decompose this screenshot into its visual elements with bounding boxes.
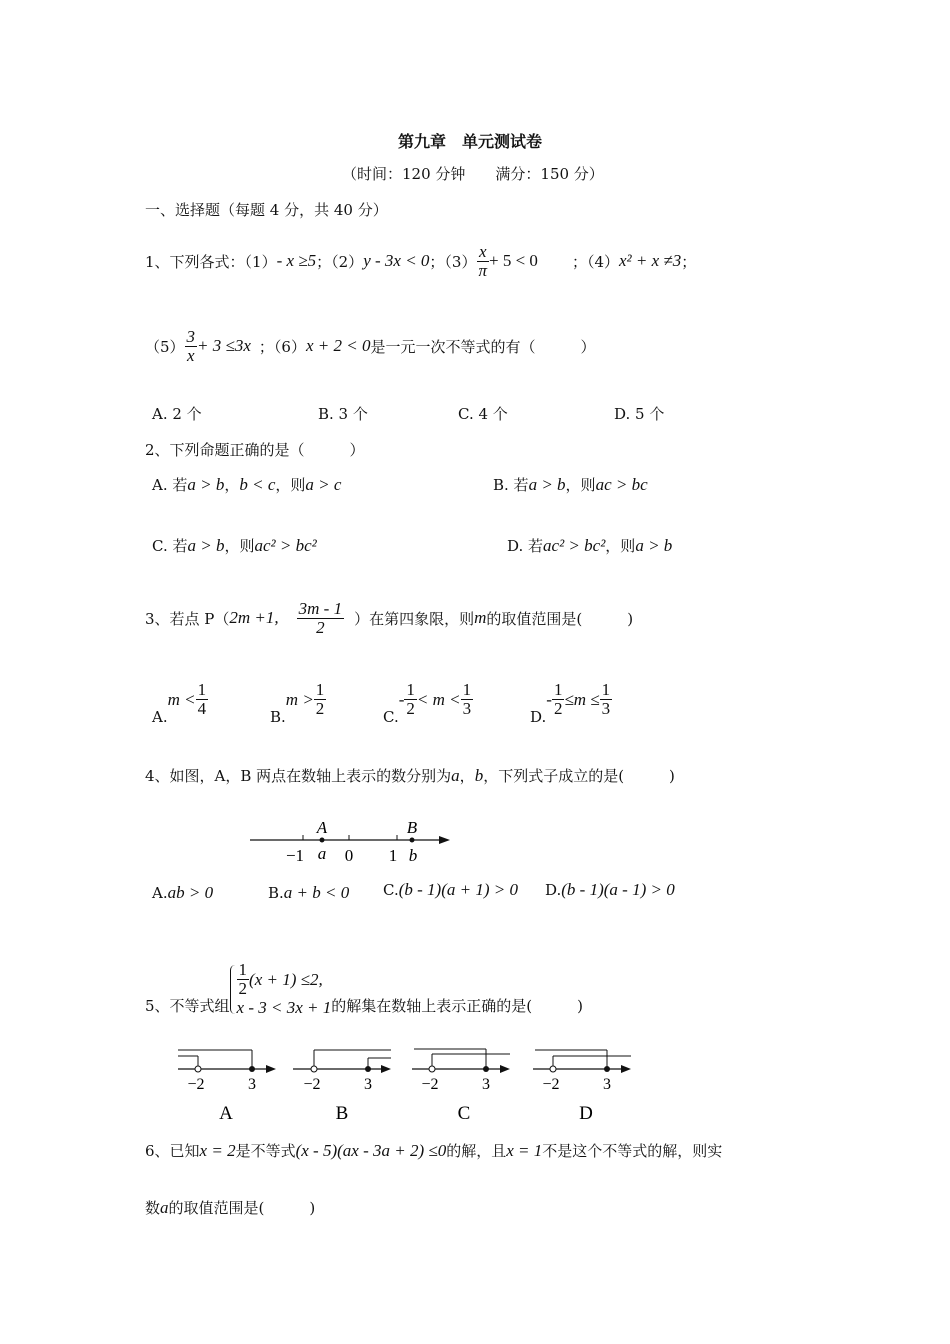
svg-text:−2: −2 bbox=[542, 1076, 560, 1093]
q5-inequality-1: $\frac{1}{2}$ (x + 1) ≤2, bbox=[238, 960, 323, 999]
q4-tick-1: 1 bbox=[388, 846, 398, 865]
question-2-stem: 2、下列命题正确的是（ ） bbox=[145, 441, 365, 459]
q1-end-4: ； bbox=[681, 252, 697, 271]
svg-text:3: 3 bbox=[248, 1076, 256, 1093]
q1-expr-3-rest: + 5 < 0 bbox=[489, 251, 538, 270]
q4-tick-minus-1: −1 bbox=[285, 846, 305, 865]
question-1-line-1 bbox=[145, 236, 696, 286]
q2-option-a[interactable]: A. 若a > b，b < c，则a > c bbox=[152, 475, 342, 494]
q1-expr-4: x² + x ≠3 bbox=[618, 251, 682, 270]
q1-sep-5: （5） bbox=[145, 337, 185, 356]
q3-option-d[interactable]: D. - $\frac{1}{2}$ ≤m ≤ $\frac{1}{3}$ bbox=[530, 680, 611, 726]
q5-axis-c bbox=[412, 1049, 510, 1124]
q3-option-a[interactable]: A. m < $\frac{1}{4}$ bbox=[152, 680, 207, 726]
q4-option-c[interactable]: C.(b - 1)(a + 1) > 0 bbox=[383, 880, 518, 899]
q5-axis-d bbox=[533, 1050, 631, 1124]
q4-number-line bbox=[245, 815, 455, 867]
svg-text:3: 3 bbox=[482, 1076, 490, 1093]
q3-option-b[interactable]: B. m > $\frac{1}{2}$ bbox=[270, 680, 325, 726]
svg-text:−2: −2 bbox=[421, 1076, 439, 1093]
q1-expr-1: - x ≥5 bbox=[276, 251, 317, 270]
svg-text:−2: −2 bbox=[187, 1076, 205, 1093]
q4-tick-b: b bbox=[408, 846, 418, 865]
question-3-stem: 3、若点 P（ 2m +1, $\frac{3m - 1}{2}$ ）在第四象限，则 m 的取值范围是( ) bbox=[145, 598, 634, 637]
q4-point-a-label: A bbox=[316, 818, 328, 837]
q1-sep-3: ；（3） bbox=[429, 252, 477, 271]
question-1-line-2 bbox=[145, 318, 595, 374]
q4-tick-a: a bbox=[317, 844, 327, 863]
q3-option-c[interactable]: C. - $\frac{1}{2}$ < m < $\frac{1}{3}$ bbox=[383, 680, 472, 726]
q4-option-b[interactable]: B.a + b < 0 bbox=[268, 883, 350, 902]
q4-point-b-label: B bbox=[406, 818, 418, 837]
q4-option-d[interactable]: D.(b - 1)(a - 1) > 0 bbox=[545, 880, 675, 899]
q1-sep-4: ；（4） bbox=[571, 252, 619, 271]
q3-coord-1: 2m +1, bbox=[229, 608, 279, 627]
svg-text:3: 3 bbox=[364, 1076, 372, 1093]
q5-system-brace bbox=[230, 965, 235, 1014]
q1-option-b[interactable]: B. 3 个 bbox=[318, 405, 368, 423]
q1-sep-6: ；（6） bbox=[258, 337, 306, 356]
q4-tick-0: 0 bbox=[344, 846, 354, 865]
question-6-line-2: 数a的取值范围是( ) bbox=[145, 1198, 316, 1217]
q2-option-c[interactable]: C. 若a > b，则ac² > bc² bbox=[152, 536, 317, 555]
q3-var-m: m bbox=[474, 608, 487, 627]
q5-option-a-label: A bbox=[219, 1103, 233, 1124]
q5-answer-number-lines bbox=[170, 1042, 640, 1124]
q3-coord-2-fraction: $\frac{3m - 1}{2}$ bbox=[298, 598, 343, 637]
q5-axis-b bbox=[293, 1050, 391, 1124]
q1-option-c[interactable]: C. 4 个 bbox=[458, 405, 508, 423]
svg-text:3: 3 bbox=[603, 1076, 611, 1093]
question-5-stem: 5、不等式组 $\frac{1}{2}$ (x + 1) ≤2, x - 3 < 3x + 1 的解集在数轴上表示正确的是( ) bbox=[145, 960, 583, 1017]
q1-option-a[interactable]: A. 2 个 bbox=[152, 405, 202, 423]
svg-text:−2: −2 bbox=[303, 1076, 321, 1093]
q4-option-a[interactable]: A.ab > 0 bbox=[152, 883, 214, 902]
q2-option-d[interactable]: D. 若ac² > bc²，则a > b bbox=[507, 536, 673, 555]
question-6-line-1: 6、已知x = 2是不等式(x - 5)(ax - 3a + 2) ≤0的解，且x = 1不是这个不等式的解，则实 bbox=[145, 1141, 723, 1160]
question-4-stem: 4、如图，A，B 两点在数轴上表示的数分别为a，b，下列式子成立的是( ) bbox=[145, 766, 675, 785]
q1-expr-3-fraction: $\frac{x}{\pi}$ bbox=[478, 241, 487, 280]
q5-inequality-2: x - 3 < 3x + 1 bbox=[236, 998, 332, 1017]
section-heading: 一、选择题（每题 4 分，共 40 分） bbox=[145, 201, 388, 219]
q5-option-c-label: C bbox=[457, 1103, 471, 1124]
q5-axis-a bbox=[178, 1050, 276, 1124]
q1-suffix: 是一元一次不等式的有（ ） bbox=[370, 337, 596, 356]
q2-option-b[interactable]: B. 若a > b，则ac > bc bbox=[493, 475, 648, 494]
page-subtitle: （时间：120 分钟 满分：150 分） bbox=[342, 165, 604, 183]
q1-prefix: 1、下列各式：（1） bbox=[145, 252, 277, 271]
page-title: 第九章 单元测试卷 bbox=[398, 132, 543, 151]
q5-option-d-label: D bbox=[579, 1103, 593, 1124]
q1-expr-6: x + 2 < 0 bbox=[305, 336, 371, 355]
q1-sep-2: ；（2） bbox=[316, 252, 364, 271]
q1-option-d[interactable]: D. 5 个 bbox=[614, 405, 665, 423]
q1-expr-5-fraction: $\frac{3}{x}$ bbox=[186, 326, 196, 365]
q5-option-b-label: B bbox=[335, 1103, 349, 1124]
q1-expr-2: y - 3x < 0 bbox=[363, 251, 430, 270]
q1-expr-5-rest: + 3 ≤3x bbox=[197, 336, 251, 355]
